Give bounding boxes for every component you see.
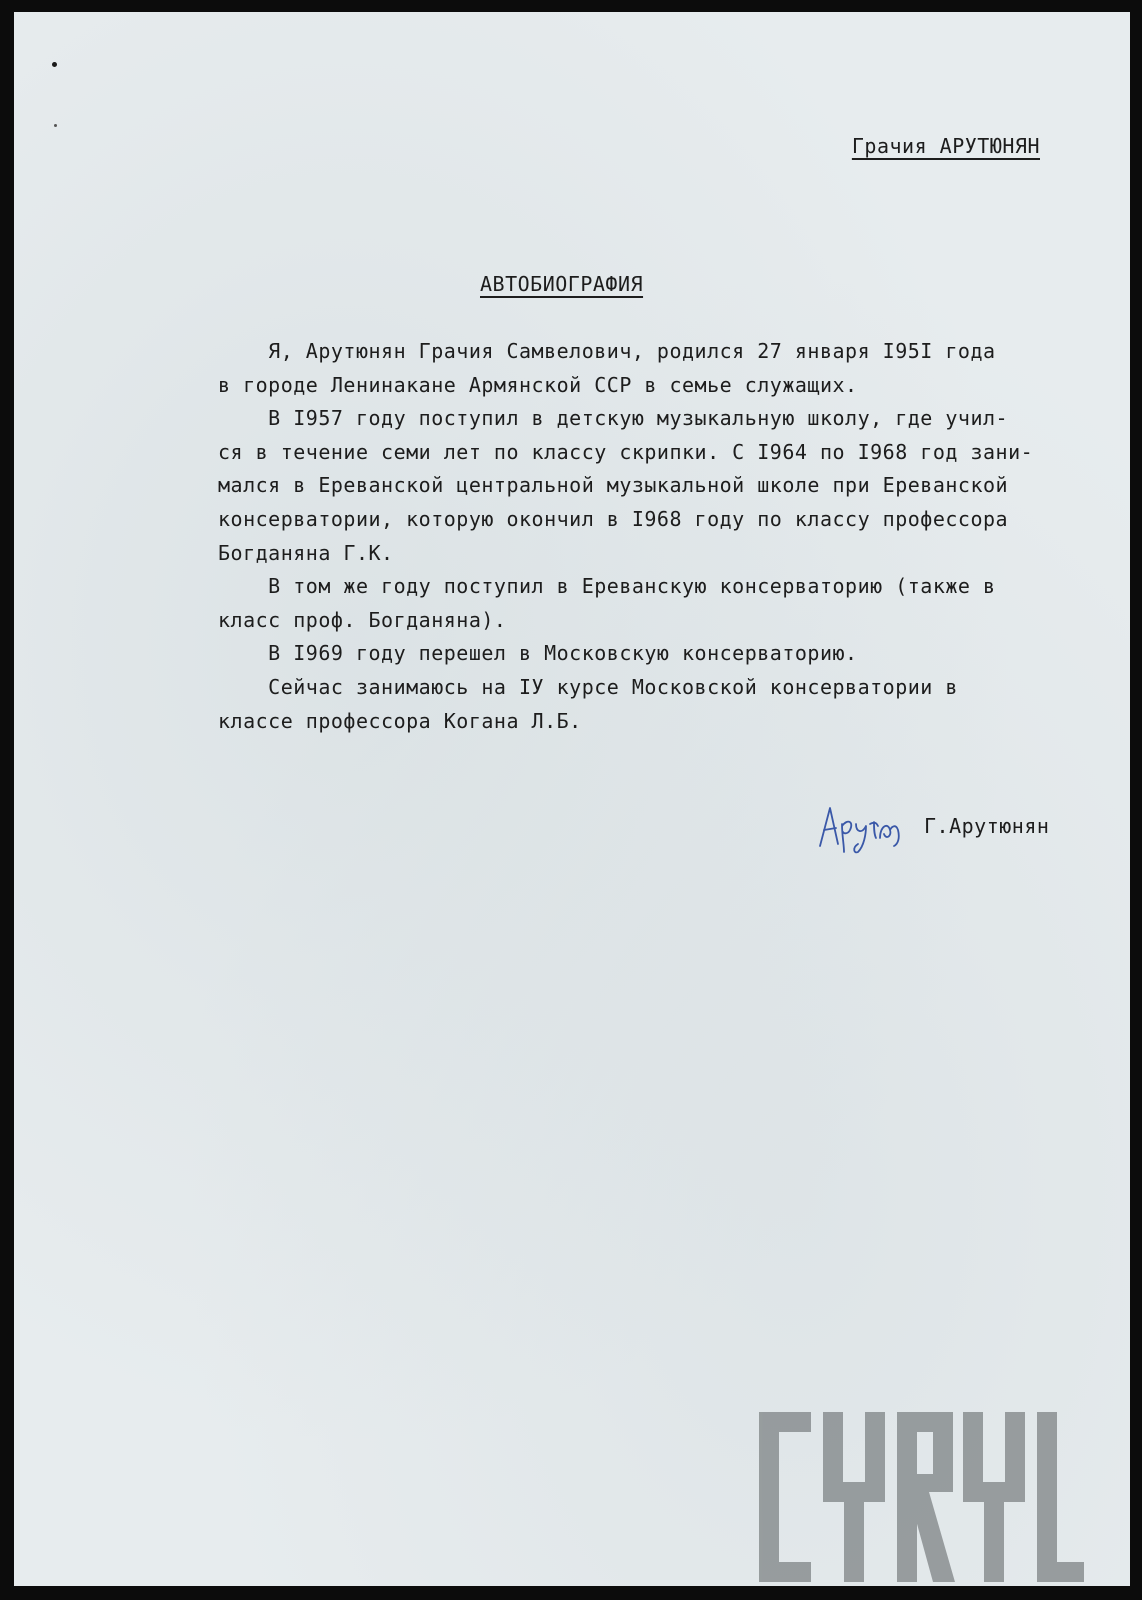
author-header: Грачия АРУТЮНЯН: [851, 134, 1040, 158]
text-line: В I969 году перешел в Московскую консерваторию.: [218, 641, 858, 666]
text-line: в городе Ленинакане Армянской ССР в семье служащих.: [218, 372, 858, 397]
paragraph: [218, 402, 1108, 570]
text-line: В I957 году поступил в детскую музыкальную школу, где учил-: [218, 406, 1009, 431]
text-line: Богданяна Г.К.: [218, 540, 394, 565]
text-line: Сейчас занимаюсь на IУ курсе Московской консерватории в: [218, 674, 958, 699]
text-line: класс проф. Богданяна).: [218, 607, 507, 632]
paragraph: [218, 570, 1108, 637]
text-line: мался в Ереванской центральной музыкальной школе при Ереванской: [218, 473, 1009, 498]
text-line: консерватории, которую окончил в I968 году по классу профессора: [218, 506, 1009, 531]
cyryl-watermark-logo: [749, 1402, 1094, 1586]
text-line: В том же году поступил в Ереванскую консерваторию (также в: [218, 574, 996, 599]
punch-mark: [52, 62, 57, 67]
paragraph: [218, 335, 1108, 402]
text-line: ся в течение семи лет по классу скрипки. С I964 по I968 год зани-: [218, 439, 1034, 464]
handwritten-signature: [814, 802, 914, 862]
document-body: [218, 335, 1108, 738]
document-sheet: [14, 12, 1130, 1586]
paragraph: [218, 637, 1108, 671]
punch-mark: [54, 124, 57, 127]
typed-signature: Г.Арутюнян: [924, 814, 1050, 838]
signature-block: [814, 802, 1114, 862]
text-line: Я, Арутюнян Грачия Самвелович, родился 27 января I95I года: [218, 339, 996, 363]
paragraph: [218, 671, 1108, 738]
text-line: классе профессора Когана Л.Б.: [218, 708, 582, 733]
document-title: АВТОБИОГРАФИЯ: [480, 272, 644, 296]
